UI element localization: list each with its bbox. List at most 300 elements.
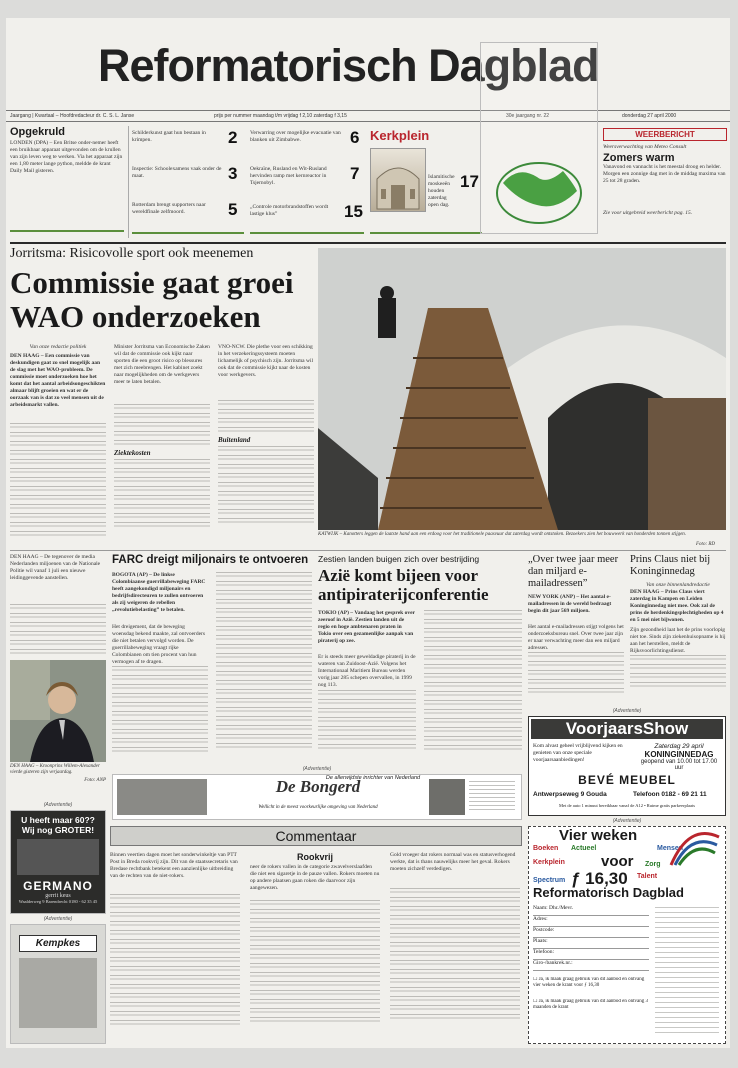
sub-word: Kerkplein [533, 859, 565, 866]
voorjaarsshow-brand: BEVÉ MEUBEL [578, 773, 676, 787]
ad-label: (Advertentie) [612, 818, 642, 824]
strip-jaargang: 30e jaargang nr. 22 [506, 113, 550, 119]
text-lines [250, 990, 380, 997]
text-lines [424, 745, 522, 752]
text-lines [216, 626, 312, 633]
index-item-text[interactable]: Oekraïne, Rusland en Wit-Rusland hervinden ramp met kernreactor in Tsjernobyl. [250, 166, 327, 186]
text-lines [390, 987, 520, 994]
text-lines [216, 734, 312, 741]
germano-line1: U heeft maar 60?? [21, 815, 95, 825]
text-lines [216, 590, 312, 597]
portrait-caption: DEN HAAG – Kroonprins Willem-Alexander vierde gisteren zijn verjaardag. [10, 764, 100, 775]
text-lines [114, 522, 210, 529]
lead-kicker: Jorritsma: Risicovolle sport ook meenemen [10, 246, 254, 261]
text-lines [528, 652, 624, 659]
text-lines [390, 951, 520, 958]
text-lines [216, 743, 312, 750]
photo-caption: KATWIJK – Kanotters leggen de laatste hand aan een erdoog voor het traditionele paasvuur dat zaterdag wordt ontstoken. Bezoekers zien het bouwwerk van honderden tonnen stijgen. [318, 532, 687, 537]
weather-subtitle: Weersverwachting van Meteo Consult [603, 144, 687, 150]
sub-field-place[interactable]: Plaats: [533, 938, 649, 949]
text-lines [216, 680, 312, 687]
text-lines [250, 1008, 380, 1015]
sub-option-1-text: Ja, ik maak graag gebruik van dit aanbod en ontvang vier weken de krant voor ƒ 16,30 [533, 977, 645, 988]
farc-col1 [112, 572, 208, 762]
text-lines [10, 622, 106, 629]
sub-option-1[interactable] [533, 977, 649, 995]
text-lines [216, 725, 312, 732]
text-lines [630, 673, 726, 680]
text-lines [112, 693, 208, 700]
text-lines [424, 682, 522, 689]
email-headline[interactable]: „Over twee jaar meer dan miljard e-mailadressen” [528, 554, 619, 589]
lead-col2-text: Minister Jorritsma van Economische Zaken wil dat de commissie ook kijkt naar sporten die een groot risico op blessures met zich meebrengen. Het kabinet zoekt naar mogelijkheden om de werkgevers meer te laten betalen. [114, 344, 210, 385]
text-lines [10, 522, 106, 529]
weather-headline: Zomers warm [603, 152, 675, 164]
kerkplein-title: Kerkplein [370, 128, 430, 143]
text-lines [250, 1017, 380, 1024]
text-lines [216, 707, 312, 714]
text-lines [424, 628, 522, 635]
text-lines [216, 662, 312, 669]
text-lines [114, 422, 210, 429]
sub-word: Boeken [533, 845, 559, 852]
text-lines [112, 675, 208, 682]
azie-headline-line2[interactable]: antipiraterijconferentie [318, 585, 489, 604]
sub-voor: voor [601, 853, 634, 870]
text-lines [630, 664, 726, 671]
azie-col2 [424, 610, 522, 760]
text-lines [10, 649, 106, 656]
text-lines [318, 717, 416, 724]
germano-tag: gerrit keus [45, 893, 71, 899]
sub-word: Actueel [571, 845, 597, 852]
index-item-page: 7 [350, 164, 360, 183]
text-lines [112, 720, 208, 727]
index-rule [250, 232, 364, 234]
claus-byline: Van onze binnenlandredactie [646, 582, 710, 588]
bongerd-image-left [117, 779, 207, 815]
lead-col2 [114, 344, 210, 544]
text-lines [528, 679, 624, 686]
voorjaarsshow-date [637, 743, 721, 771]
text-lines [218, 400, 314, 407]
sub-paper: Reformatorisch Dagblad [533, 885, 684, 900]
farc-story [112, 554, 312, 764]
text-lines [318, 735, 416, 742]
text-lines [424, 664, 522, 671]
weather-box [603, 128, 727, 238]
ad-label: (Advertentie) [43, 916, 73, 922]
lead-col3-text: VNO-NCW. Die plethe voor een schikking in het verzekeringssysteem moeten lichamelijk of psychisch zijn. Jorritsma wil ook dat de commissie kijkt naar de kosten voor werkgevers. [218, 344, 314, 378]
newspaper-page [6, 18, 730, 1048]
text-lines [114, 440, 210, 447]
text-lines [110, 1002, 240, 1009]
text-lines [110, 966, 240, 973]
index-item-text[interactable]: Schilderkunst gaat hun bestaan in krimpen. [132, 130, 206, 143]
ad-label: (Advertentie) [302, 766, 332, 772]
text-lines [110, 993, 240, 1000]
kerkplein-page: 17 [460, 172, 479, 191]
germano-image [17, 839, 99, 875]
text-lines [424, 709, 522, 716]
text-lines [250, 918, 380, 925]
text-lines [424, 646, 522, 653]
sub-word: Talent [637, 873, 658, 880]
strip-left: Jaargang | Kwartaal – Hoofdredacteur dr. C. S. L. Janse [10, 113, 135, 119]
text-lines [218, 491, 314, 498]
sub-field-name[interactable]: Naam: Dhr./Mevr. [533, 905, 649, 916]
text-lines [390, 1014, 520, 1021]
voorjaarsshow-hours: geopend van 10.00 tot 17.00 uur [640, 759, 718, 771]
index-column-2 [250, 128, 364, 238]
text-lines [112, 702, 208, 709]
commentaar-title: Rookvrij [296, 852, 333, 862]
text-lines [218, 473, 314, 480]
text-lines [114, 495, 210, 502]
text-lines [114, 477, 210, 484]
masthead [6, 18, 730, 110]
sub-return-address [655, 907, 719, 1037]
voorjaarsshow-title: VoorjaarsShow [531, 719, 723, 739]
divider [128, 126, 129, 238]
text-lines [390, 888, 520, 895]
lead-byline: Van onze redactie politiek [29, 344, 87, 350]
section-rule [10, 550, 726, 551]
sub-field-postcode[interactable]: Postcode: [533, 927, 649, 938]
text-lines [218, 464, 314, 471]
azie-kicker: Zestien landen buigen zich over bestrijding [318, 554, 480, 564]
azie-headline-line1[interactable]: Azië komt bijeen voor [318, 566, 479, 585]
dateline-strip [6, 110, 730, 122]
text-lines [424, 673, 522, 680]
text-lines [216, 716, 312, 723]
sub-word: Spectrum [533, 877, 566, 884]
commentaar-header: Commentaar [110, 826, 522, 846]
sub-title: Vier weken [559, 827, 638, 844]
text-lines [110, 939, 240, 946]
commentaar-col1 [110, 852, 240, 1040]
text-lines [114, 459, 210, 466]
voorjaarsshow-kd: KONINGINNEDAG [644, 750, 714, 759]
text-lines [216, 599, 312, 606]
text-lines [390, 978, 520, 985]
opgekruld-title: Opgekruld [10, 126, 66, 138]
azie-col1 [318, 610, 416, 760]
text-lines [216, 617, 312, 624]
text-lines [250, 963, 380, 970]
lead-headline-line2[interactable]: WAO onderzoeken [10, 299, 261, 334]
text-lines [216, 635, 312, 642]
person-icon [10, 660, 106, 762]
text-lines [250, 936, 380, 943]
text-lines [218, 455, 314, 462]
index-item-text[interactable]: Inspectie: Schoolexamens vaak onder de maat. [132, 166, 222, 179]
text-lines [390, 915, 520, 922]
text-lines [10, 631, 106, 638]
text-lines [110, 894, 240, 901]
opgekruld-text: LONDEN (DPA) – Een Britse onder-nemer heeft een bruikbaar apparaat uitgevonden om de krullen van zijn leven weg te werken. Via het apparaat zijn een 1,80 meter lange python, meldde de krant Daily Mail gisteren. [10, 140, 123, 174]
text-lines [250, 981, 380, 988]
claus-headline[interactable]: Prins Claus niet bij Koninginnedag [630, 554, 711, 577]
text-lines [250, 954, 380, 961]
text-lines [218, 482, 314, 489]
portrait-credit: Foto: ANP [84, 778, 106, 783]
voorjaarsshow-day: Zaterdag 29 april [654, 743, 704, 750]
text-lines [216, 572, 312, 579]
lead-subhead-buitenland: Buitenland [218, 436, 251, 444]
sub-form [533, 905, 649, 1017]
text-lines [110, 921, 240, 928]
commentaar-section [110, 826, 522, 1042]
text-lines [424, 691, 522, 698]
text-lines [390, 924, 520, 931]
sub-word: Zorg [645, 861, 661, 868]
text-lines [250, 999, 380, 1006]
text-lines [10, 513, 106, 520]
text-lines [10, 486, 106, 493]
text-lines [216, 581, 312, 588]
text-lines [216, 698, 312, 705]
weather-more[interactable]: Zie voor uitgebreid weerbericht pag. 15. [603, 210, 693, 216]
strip-price: prijs per nummer maandag t/m vrijdag f 2,10 zaterdag f 3,15 [214, 113, 347, 119]
text-lines [114, 468, 210, 475]
opgekruld-box [10, 126, 124, 238]
ad-label: (Advertentie) [43, 802, 73, 808]
text-lines [10, 613, 106, 620]
text-lines [216, 689, 312, 696]
barrel-tower-image [318, 248, 726, 530]
text-lines [112, 738, 208, 745]
voorjaarsshow-address: Antwerpseweg 9 Gouda [533, 791, 607, 798]
text-lines [110, 1011, 240, 1018]
checkbox-icon[interactable]: ☐ [533, 999, 539, 1004]
sub-option-2-text: Ja, ik maak graag gebruik van dit aanbod en ontvang 3 maanden de krant [533, 999, 649, 1010]
index-item-page: 3 [228, 164, 238, 183]
text-lines [318, 726, 416, 733]
index-item-text[interactable]: Rotterdam brengt supporters naar wereldfinale zelfmoord. [132, 202, 206, 215]
text-lines [250, 972, 380, 979]
weather-text: Vanavond en vannacht is het meestal droog en helder. Morgen een zonnige dag met in de middag maxima van 25 tot 28 graden. [603, 164, 726, 184]
index-item-page: 6 [350, 128, 360, 147]
text-lines [424, 619, 522, 626]
text-lines [10, 504, 106, 511]
text-lines [218, 418, 314, 425]
text-lines [250, 927, 380, 934]
strip-date: donderdag 27 april 2000 [622, 113, 677, 119]
text-lines [424, 610, 522, 617]
commentaar-col1-text: Binnen veertien dagen moet het sonderwinkeltje van PTT Post in Breda rookvrij zijn. Dit van de staatssecretaris van Bredase rechtbank betekent een aanzienlijke uitbreiding van de rechten van de niet-rokers. [110, 852, 238, 879]
commentaar-col3 [390, 852, 520, 1040]
kerkplein-text[interactable]: Islamitische moskeeën houden zaterdag open dag. [428, 174, 455, 208]
ad-voorjaarsshow[interactable] [528, 716, 726, 816]
bongerd-image-right [429, 779, 465, 815]
text-lines [218, 446, 314, 453]
text-lines [390, 969, 520, 976]
azie-story [318, 554, 522, 764]
text-lines [528, 688, 624, 695]
farc-col2 [216, 572, 312, 762]
text-lines [424, 727, 522, 734]
text-lines [112, 711, 208, 718]
claus-story [630, 554, 726, 704]
bongerd-name: De Bongerd [275, 777, 361, 796]
weather-title: WEERBERICHT [603, 128, 727, 141]
index-item-page: 2 [228, 128, 238, 147]
ad-label: (Advertentie) [612, 708, 642, 714]
text-lines [216, 653, 312, 660]
text-lines [318, 744, 416, 751]
voorjaarsshow-sub: Kom alvast geheel vrijblijvend kijken en genieten van onze speciale voorjaarsaanbiedingen! [533, 743, 623, 763]
commentaar-col3-text: Gold vroeger dat rokers normaal was en statusverhogend werkte, dat is thans nauwelijks meer het geval. Rokers moeten zichzelf verdedigen. [390, 852, 516, 872]
text-lines [10, 604, 106, 611]
text-lines [528, 670, 624, 677]
azie-lead: TOKIO (AP) – Vandaag het gesprek over zeeroof in Azië. Zestien landen uit de regio en hoge ambtenaren praten in Tokio over een gezamenlijke aanpak van piraterij op zee. [318, 610, 415, 644]
farc-text: Het dreigement, dat de beweging woensdag bekend maakte, zal ontvoerders die niet betalen vervolgd worden. De guerrillabeweging vraagt rijke Colombianen om tien procent van hun vermogen af te dragen. [112, 624, 206, 665]
text-lines [10, 495, 106, 502]
text-lines [10, 640, 106, 647]
farc-headline[interactable]: FARC dreigt miljonairs te ontvoeren [112, 554, 309, 566]
text-lines [424, 718, 522, 725]
lead-subhead-ziektekosten: Ziektekosten [114, 449, 151, 457]
text-lines [110, 912, 240, 919]
kerkplein-rule [370, 232, 482, 234]
text-lines [114, 413, 210, 420]
text-lines [424, 700, 522, 707]
text-lines [114, 404, 210, 411]
text-lines [110, 984, 240, 991]
text-lines [10, 459, 106, 466]
text-lines [110, 930, 240, 937]
text-lines [250, 909, 380, 916]
text-lines [390, 906, 520, 913]
portrait-photo [10, 660, 106, 762]
photo-credit: Foto: RD [696, 542, 716, 547]
germano-brand: GERMANO [23, 879, 93, 893]
text-lines [114, 486, 210, 493]
email-story [528, 554, 624, 704]
ad-germano[interactable] [10, 810, 106, 914]
bongerd-addresses [469, 781, 515, 813]
text-lines [390, 933, 520, 940]
lead-col1 [10, 344, 106, 544]
kerkplein-box [370, 128, 482, 238]
kerkplein-image [370, 148, 426, 212]
ad-subscription[interactable] [528, 826, 726, 1044]
voorjaarsshow-footer: Met de auto 1 minuut bereikbaar vanaf de A12 • Ruime gratis parkeerplaats [558, 803, 696, 808]
text-lines [110, 957, 240, 964]
text-lines [112, 747, 208, 754]
text-lines [424, 655, 522, 662]
ad-kempkes[interactable] [10, 924, 106, 1044]
text-lines [528, 661, 624, 668]
sub-price: ƒ 16,30 [571, 869, 628, 888]
mosque-icon [371, 149, 425, 211]
farc-lead: BOGOTA (AP) – De linkse Colombiaanse guerrillabeweging FARC heeft aangekondigd miljonairs en bedrijfsdirecteuren te zullen ontvoeren als zij weigeren de rebellen „revolutiebelasting” te betalen. [112, 572, 206, 613]
sub-field-address[interactable]: Adres: [533, 916, 649, 927]
opgekruld-rule [10, 230, 124, 232]
sub-field-account[interactable]: Giro-/bankrek.nr.: [533, 960, 649, 971]
text-lines [10, 441, 106, 448]
email-text: Het aantal e-mailadressen stijgt volgens het onderzoeksbureau snel. Over twee jaar zijn er naar verwachting meer dan een miljard adressen. [528, 624, 624, 651]
text-lines [630, 655, 726, 662]
index-item-page: 15 [344, 202, 363, 221]
text-lines [424, 736, 522, 743]
text-lines [250, 945, 380, 952]
text-lines [218, 518, 314, 525]
text-lines [318, 690, 416, 697]
text-lines [10, 531, 106, 538]
kempkes-brand: Kempkes [19, 935, 97, 952]
ad-de-bongerd[interactable] [112, 774, 522, 820]
text-lines [110, 975, 240, 982]
text-lines [250, 900, 380, 907]
text-lines [216, 644, 312, 651]
text-lines [112, 666, 208, 673]
sub-option-2[interactable] [533, 999, 649, 1017]
bongerd-slogan: De allerwijdste inrichter van Nederland [325, 775, 421, 781]
email-lead: NEW YORK (ANP) – Het aantal e-mailadressen in de wereld bedraagt begin dit jaar 569 miljoen. [528, 594, 612, 614]
lead-col1-text: DEN HAAG – Een commissie van deskundigen gaat zo snel mogelijk aan de slag met het WAO-probleem. De commissie moet onderzoeken hoe het komt dat het aantal arbeidsongeschikten almaar blijft groeien en wat er de oorzaak van is dat zo veel mensen uit de arbeidsmarkt vallen. [10, 353, 106, 408]
left-column [10, 554, 106, 798]
claus-lead: DEN HAAG – Prins Claus viert zaterdag in Kampen en Leiden Koninginnedag niet mee. Ook zal de prins de herdenkingsplechtigheden op 4 en 5 mei niet bijwonen. [630, 589, 724, 623]
text-lines [218, 409, 314, 416]
kempkes-image [19, 958, 97, 1028]
index-item-page: 5 [228, 200, 238, 219]
lead-headline-line1[interactable]: Commissie gaat groei [10, 265, 294, 300]
sub-arc-icon [669, 831, 721, 867]
text-lines [10, 450, 106, 457]
commentaar-col2 [250, 852, 380, 1040]
claus-text: Zijn gezondheid laat het de prins voorlopig niet toe. Sinds zijn ziekenhuisopname is hij aan het herstellen, meldt de Rijksvoorlichtingsdienst. [630, 627, 726, 654]
text-lines [218, 427, 314, 434]
text-lines [218, 500, 314, 507]
text-lines [114, 513, 210, 520]
checkbox-icon[interactable]: ☐ [533, 977, 539, 982]
germano-phone: Waalderweg 9 Barendrecht 0180 - 62 35 45 [18, 899, 98, 904]
sub-word: Mensen [657, 845, 684, 852]
commentaar-col2-text: neer de rokers vallen in de categorie zwavelverslaafden die niet een sigaretje in de pauze vallen. Rokers moeten nu op andere plaatsen gaan roken die daarvoor zijn aangewezen. [250, 864, 380, 891]
lead-story [10, 246, 314, 546]
text-lines [424, 637, 522, 644]
index-item-text[interactable]: Verwarring over mogelijke evacuatie van blanken uit Zimbabwe. [250, 130, 341, 143]
bongerd-tagline: Wellicht in de meest voorkeurlijke omgeving van Nederland [258, 805, 378, 810]
text-lines [10, 423, 106, 430]
text-lines [10, 432, 106, 439]
text-lines [390, 996, 520, 1003]
text-lines [216, 671, 312, 678]
germano-line2: Wij nog GROTER! [21, 825, 95, 835]
text-lines [10, 468, 106, 475]
text-lines [318, 708, 416, 715]
text-lines [10, 477, 106, 484]
main-photo [318, 248, 726, 530]
index-column-1 [132, 128, 244, 238]
index-rule [132, 232, 244, 234]
text-lines [218, 509, 314, 516]
azie-text: Er is steeds meer geweldadige piraterij in de wateren van Zuidoost-Azië. Volgens het Internationaal Maritiem Bureau werden vorig jaar 285 schepen overvallen, in 1999 nog 113. [318, 654, 416, 688]
text-lines [318, 699, 416, 706]
text-lines [112, 729, 208, 736]
lead-col3 [218, 344, 314, 544]
text-lines [110, 903, 240, 910]
text-lines [390, 942, 520, 949]
text-lines [390, 960, 520, 967]
text-lines [110, 1020, 240, 1027]
denhaag-text: DEN HAAG – De tegenover de media Nederlanden miljoenen van de Nationale Politie wil vanaf 1 juli een nieuwe leidinggevende aanstellen. [10, 554, 101, 581]
text-lines [390, 897, 520, 904]
sub-field-phone[interactable]: Telefoon: [533, 949, 649, 960]
index-item-text[interactable]: „Controle motorbrandstoffen wordt lastige klus” [250, 204, 329, 217]
